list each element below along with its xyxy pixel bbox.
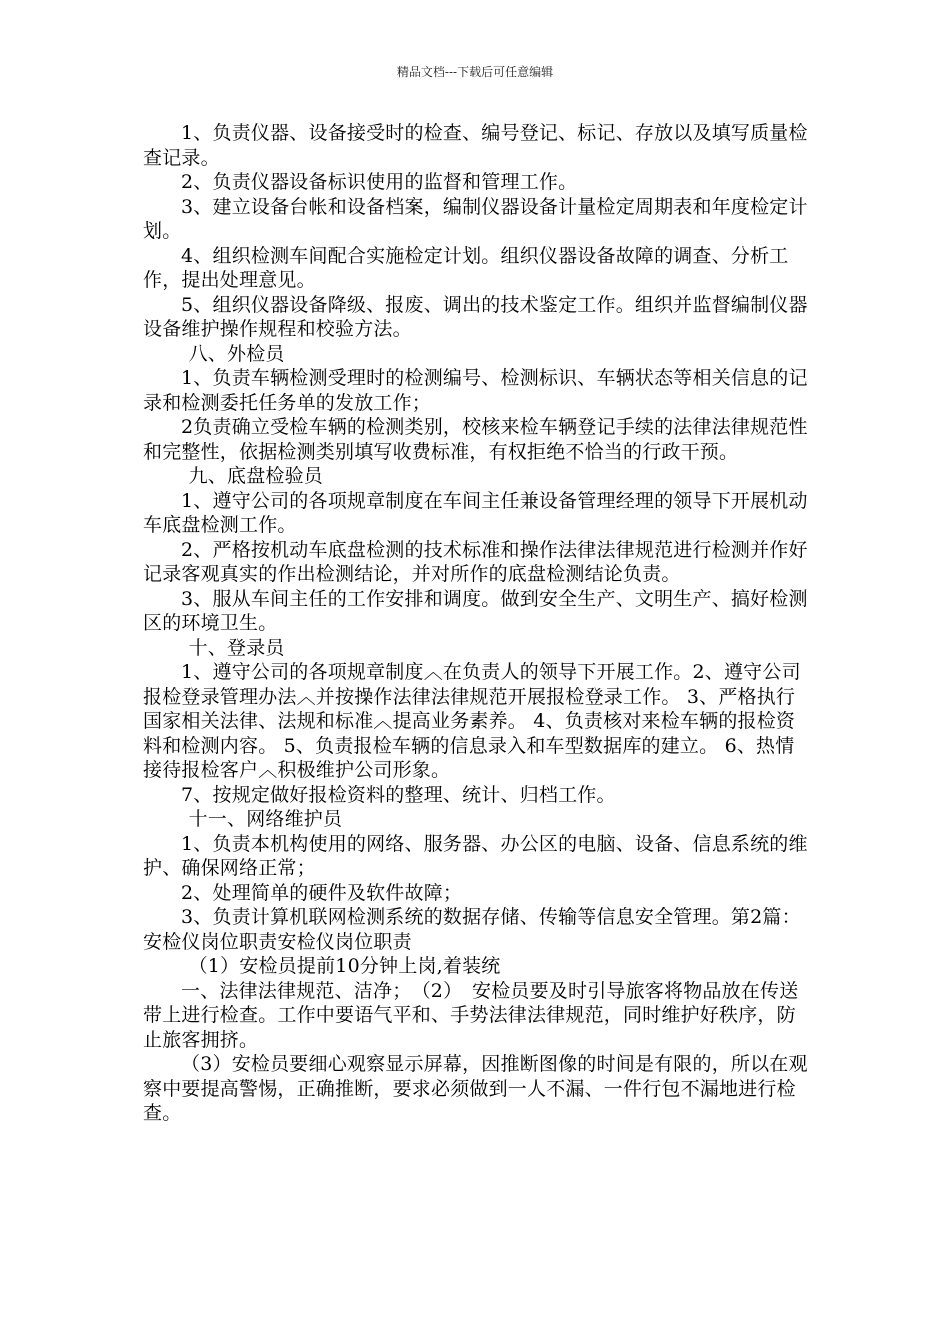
section-heading: 十一、网络维护员	[188, 808, 343, 830]
paragraph: （1）安检员提前10分钟上岗,着装统	[188, 955, 501, 977]
paragraph: 3、服从车间主任的工作安排和调度。做到安全生产、文明生产、搞好检测区的环境卫生。	[143, 587, 808, 634]
section-heading: 八、外检员	[188, 342, 285, 365]
paragraph: （3）安检员要细心观察显示屏幕，因推断图像的时间是有限的，所以在观察中要提高警惕，正确推断，要求必须做到一人不漏、一件行包不漏地进行检查。	[143, 1053, 808, 1124]
paragraph: 1、负责仪器、设备接受时的检查、编号登记、标记、存放以及填写质量检查记录。	[143, 122, 808, 169]
document-body	[143, 121, 811, 1126]
paragraph: 1、遵守公司的各项规章制度在车间主任兼设备管理经理的领导下开展机动车底盘检测工作。	[143, 489, 808, 536]
paragraph: 2、负责仪器设备标识使用的监督和管理工作。	[181, 171, 578, 193]
paragraph: 2、严格按机动车底盘检测的技术标准和操作法律法律规范进行检测并作好记录客观真实的作出检测结论，并对所作的底盘检测结论负责。	[143, 538, 808, 585]
page-header: 精品文档---下载后可任意编辑	[396, 65, 554, 79]
paragraph: 5、组织仪器设备降级、报废、调出的技术鉴定工作。组织并监督编制仪器设备维护操作规程和校验方法。	[143, 293, 808, 340]
paragraph: 1、负责本机构使用的网络、服务器、办公区的电脑、设备、信息系统的维护、确保网络正常；	[143, 832, 808, 879]
paragraph: 7、按规定做好报检资料的整理、统计、归档工作。	[181, 783, 616, 806]
paragraph: 4、组织检测车间配合实施检定计划。组织仪器设备故障的调查、分析工作，提出处理意见。	[143, 244, 789, 291]
section-heading: 十、登录员	[188, 636, 285, 659]
paragraph: 一、法律法律规范、洁净； （2） 安检员要及时引导旅客将物品放在传送带上进行检查。工作中要语气平和、手势法律法律规范，同时维护好秩序，防止旅客拥挤。	[143, 979, 799, 1051]
paragraph: 2负责确立受检车辆的检测类别，校核来检车辆登记手续的法律法律规范性和完整性，依据检测类别填写收费标准，有权拒绝不恰当的行政干预。	[143, 416, 808, 463]
paragraph: 1、遵守公司的各项规章制度︿在负责人的领导下开展工作。2、遵守公司报检登录管理办法︿并按操作法律法律规范开展报检登录工作。 3、严格执行国家相关法律、法规和标准︿提高业务素养。 4、负责核对来检车辆的报检资料和检测内容。 5、负责报检车辆的信息录入和车型数据库的建立。 6、热情接待报检客户︿积极维护公司形象。	[143, 661, 801, 781]
paragraph: 3、建立设备台帐和设备档案，编制仪器设备计量检定周期表和年度检定计划。	[143, 195, 808, 242]
paragraph: 2、处理简单的硬件及软件故障；	[181, 881, 463, 904]
paragraph: 1、负责车辆检测受理时的检测编号、检测标识、车辆状态等相关信息的记录和检测委托任务单的发放工作；	[143, 367, 808, 414]
paragraph: 3、负责计算机联网检测系统的数据存储、传输等信息安全管理。第2篇：安检仪岗位职责安检仪岗位职责	[143, 906, 801, 953]
section-heading: 九、底盘检验员	[188, 465, 323, 487]
